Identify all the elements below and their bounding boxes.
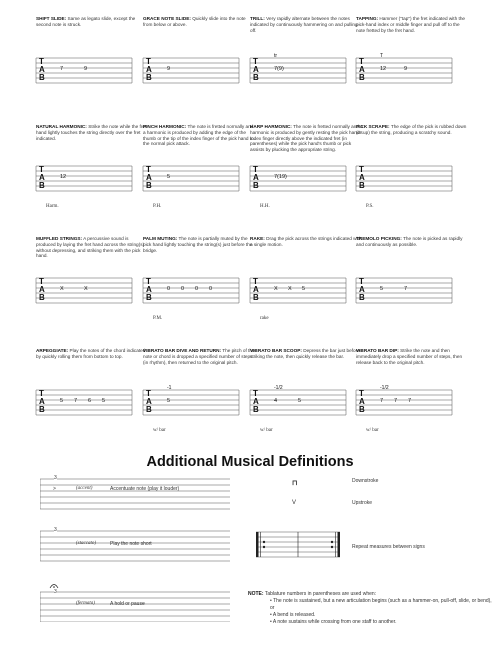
tab-clef-letter: T	[253, 277, 258, 286]
tab-clef-letter: A	[39, 65, 45, 74]
tab-clef-letter: T	[253, 389, 258, 398]
tab-staff	[143, 272, 256, 312]
note-intro: Tablature numbers in parentheses are used when:	[264, 591, 377, 597]
tab-staff	[143, 384, 256, 424]
technique-title: TREMOLO PICKING:	[356, 236, 402, 241]
technique-abbrev: w/ bar	[260, 428, 273, 433]
tab-staff	[250, 52, 363, 92]
technique-cell	[36, 16, 149, 82]
technique-abbrev: Harm.	[46, 204, 59, 209]
note-item: • A note sustains while crossing from one staff to another.	[270, 619, 493, 626]
fret-number: 7	[404, 286, 408, 292]
technique-description	[143, 124, 256, 157]
technique-cell	[356, 236, 469, 302]
tab-clef-letter: A	[39, 285, 45, 294]
accent-staff	[40, 475, 245, 515]
fret-number: 5	[60, 398, 64, 404]
technique-title: VIBRATO BAR SCOOP:	[250, 348, 302, 353]
technique-marker: -1	[167, 385, 172, 391]
tab-clef-letter: T	[39, 165, 44, 174]
fret-number: X	[274, 286, 278, 292]
fret-number: 0	[167, 286, 171, 292]
note-list	[248, 598, 493, 626]
technique-marker: tr	[274, 53, 278, 59]
technique-title: PALM MUTING:	[143, 236, 178, 241]
tab-clef-letter: B	[39, 405, 45, 414]
tab-clef-letter: B	[146, 181, 152, 190]
tab-clef-letter: A	[253, 65, 259, 74]
fret-number: 7(9)	[274, 66, 284, 72]
technique-description	[356, 124, 469, 157]
tab-clef-letter: B	[39, 293, 45, 302]
tab-clef-letter: T	[39, 57, 44, 66]
tab-staff	[36, 384, 149, 424]
note-item: • The note is sustained, but a new articulation begins (such as a hammer-on, pull-off, slide, or bend), or	[270, 598, 493, 612]
tab-staff	[250, 160, 363, 200]
tab-staff	[36, 272, 149, 312]
tab-clef-letter: A	[146, 285, 152, 294]
accent-fret: 3	[54, 475, 57, 481]
technique-description	[36, 236, 149, 269]
technique-cell	[250, 16, 363, 82]
tab-staff	[250, 272, 363, 312]
technique-text: A percussive sound is produced by laying the fret hand across the string(s) without depressing, and striking them with the pick hand.	[36, 236, 145, 259]
upstroke-label: Upstroke	[352, 500, 373, 506]
tab-clef-letter: B	[146, 293, 152, 302]
technique-text: The pitch of the note or chord is dropped a specified number of steps (in rhythm), then returned to the original pitch.	[143, 348, 255, 365]
technique-text: The note is fretted normally and a harmonic is produced by gently resting the pick hand's index finger directly above the indicated fret (in parentheses) while the pick hand's thumb or pick assists by plucking the appropriate string.	[250, 124, 363, 153]
fret-number: 12	[60, 174, 67, 180]
tab-staff	[356, 272, 469, 312]
technique-text: Depress the bar just before striking the note, then quickly release the bar.	[250, 348, 360, 359]
technique-text: Very rapidly alternate between the notes indicated by continuously hammering on and pulling off.	[250, 16, 358, 33]
technique-title: HARP HARMONIC:	[250, 124, 292, 129]
technique-cell	[250, 236, 363, 321]
fret-number: 7	[74, 398, 78, 404]
fret-number: 9	[84, 66, 88, 72]
technique-title: SHIFT SLIDE:	[36, 16, 67, 21]
tab-clef-letter: B	[253, 73, 259, 82]
tab-clef-letter: B	[253, 181, 259, 190]
technique-description	[143, 348, 256, 381]
fermata-name: (fermata)	[76, 601, 95, 606]
fret-number: 7	[380, 398, 384, 404]
fermata-text: A hold or pause	[110, 601, 145, 607]
tab-clef-letter: A	[253, 397, 259, 406]
technique-description	[36, 348, 149, 381]
tab-staff	[356, 52, 469, 92]
technique-title: VIBRATO BAR DIVE AND RETURN:	[143, 348, 222, 353]
accent-mark: >	[53, 486, 56, 492]
technique-description	[356, 348, 469, 381]
technique-abbrev: rake	[260, 316, 269, 321]
technique-text: The note is picked as rapidly and continuously as possible.	[356, 236, 463, 247]
technique-marker: -1/2	[274, 385, 283, 391]
technique-title: GRACE NOTE SLIDE:	[143, 16, 191, 21]
technique-description	[36, 16, 149, 49]
tab-clef-letter: T	[253, 57, 258, 66]
technique-description	[143, 16, 256, 49]
fret-number: 0	[181, 286, 185, 292]
accent-text: Accentuate note (play it louder)	[110, 486, 180, 492]
note-label: NOTE:	[248, 591, 264, 597]
repeat-staff	[256, 530, 342, 562]
tab-clef-letter: B	[359, 73, 365, 82]
tab-staff	[356, 160, 469, 200]
technique-description	[250, 16, 363, 49]
tab-clef-letter: B	[39, 181, 45, 190]
technique-cell	[356, 16, 469, 82]
fret-number: 5	[302, 286, 306, 292]
downstroke-symbol: ⊓	[292, 480, 298, 487]
technique-description	[143, 236, 256, 269]
tab-clef-letter: T	[146, 57, 151, 66]
tab-staff	[250, 384, 363, 424]
tab-clef-letter: T	[146, 389, 151, 398]
tab-clef-letter: T	[146, 277, 151, 286]
technique-cell	[36, 124, 149, 209]
tab-clef-letter: T	[359, 57, 364, 66]
tab-clef-letter: T	[146, 165, 151, 174]
technique-cell	[36, 348, 149, 414]
technique-text: Hammer ("tap") the fret indicated with the pick-hand index or middle finger and pull off to the note fretted by the fret hand.	[356, 16, 466, 33]
fret-number: 4	[274, 398, 278, 404]
technique-cell	[143, 124, 256, 209]
technique-text: The note is partially muted by the pick hand lightly touching the string(s) just before the bridge.	[143, 236, 253, 253]
tab-clef-letter: T	[39, 389, 44, 398]
fret-number: 9	[404, 66, 408, 72]
fret-number: 5	[102, 398, 106, 404]
tab-clef-letter: A	[253, 285, 259, 294]
tab-staff	[143, 160, 256, 200]
fret-number: 9	[167, 66, 171, 72]
technique-description	[356, 236, 469, 269]
accent-name: (accent)	[76, 486, 93, 491]
technique-abbrev: P.S.	[366, 204, 374, 209]
fret-number: 12	[380, 66, 387, 72]
tab-clef-letter: A	[39, 397, 45, 406]
tab-clef-letter: B	[359, 181, 365, 190]
tab-clef-letter: T	[39, 277, 44, 286]
technique-cell	[36, 236, 149, 302]
tab-clef-letter: A	[146, 397, 152, 406]
tab-clef-letter: T	[253, 165, 258, 174]
fret-number: 7	[408, 398, 412, 404]
technique-title: TRILL:	[250, 16, 265, 21]
staccato-name: (staccato)	[76, 541, 96, 546]
technique-abbrev: w/ bar	[366, 428, 379, 433]
downstroke-label: Downstroke	[352, 478, 379, 484]
technique-text: Play the notes of the chord indicated by quickly rolling them from bottom to top.	[36, 348, 146, 359]
tab-clef-letter: B	[253, 405, 259, 414]
technique-text: Same as legato slide, except the second note is struck.	[36, 16, 136, 27]
fret-number: 5	[298, 398, 302, 404]
technique-title: PICK SCRAPE:	[356, 124, 390, 129]
note-item: • A bend is released.	[270, 612, 493, 619]
fret-number: 7(19)	[274, 174, 287, 180]
tab-clef-letter: B	[359, 293, 365, 302]
tab-clef-letter: A	[359, 65, 365, 74]
fret-number: 7	[394, 398, 398, 404]
technique-cell	[250, 124, 363, 209]
staccato-fret: 3	[54, 527, 57, 533]
tablature-note	[248, 591, 493, 626]
section-title: Additional Musical Definitions	[146, 454, 354, 470]
technique-cell	[356, 124, 469, 209]
fret-number: 5	[167, 398, 171, 404]
tab-clef-letter: T	[359, 277, 364, 286]
tab-clef-letter: A	[359, 397, 365, 406]
fret-number: 5	[167, 174, 171, 180]
fermata-fret: 3	[54, 589, 57, 595]
technique-text: Strike the note and then immediately drop a specified number of steps, then release back to the original pitch.	[356, 348, 463, 365]
technique-description	[250, 348, 363, 381]
technique-description	[250, 124, 363, 157]
fret-number: 5	[380, 286, 384, 292]
staccato-text: Play the note short	[110, 541, 152, 547]
fret-number: X	[288, 286, 292, 292]
technique-text: The edge of the pick is rubbed down (or up) the string, producing a scratchy sound.	[356, 124, 467, 135]
technique-description	[250, 236, 363, 269]
technique-marker: T	[380, 53, 384, 59]
fret-number: 0	[195, 286, 199, 292]
technique-cell	[143, 236, 256, 321]
technique-description	[356, 16, 469, 49]
tab-clef-letter: B	[39, 73, 45, 82]
tab-clef-letter: A	[359, 285, 365, 294]
upstroke-symbol: V	[292, 500, 297, 506]
technique-title: ARPEGGIATE:	[36, 348, 69, 353]
tab-clef-letter: B	[253, 293, 259, 302]
tab-clef-letter: A	[39, 173, 45, 182]
tab-clef-letter: A	[146, 173, 152, 182]
tab-staff	[36, 160, 149, 200]
repeat-label: Repeat measures between signs	[352, 544, 425, 550]
technique-cell	[250, 348, 363, 433]
fret-number: X	[60, 286, 64, 292]
technique-text: Quickly slide into the note from below or above.	[143, 16, 246, 27]
technique-title: TAPPING:	[356, 16, 379, 21]
tab-staff	[143, 52, 256, 92]
technique-abbrev: H.H.	[260, 204, 270, 209]
technique-cell	[356, 348, 469, 433]
technique-abbrev: w/ bar	[153, 428, 166, 433]
tab-clef-letter: T	[359, 389, 364, 398]
tab-clef-letter: A	[253, 173, 259, 182]
tab-clef-letter: A	[146, 65, 152, 74]
technique-title: VIBRATO BAR DIP:	[356, 348, 399, 353]
staccato-staff	[40, 527, 245, 567]
technique-marker: -1/2	[380, 385, 389, 391]
technique-abbrev: P.H.	[153, 204, 162, 209]
fret-number: 7	[60, 66, 64, 72]
tab-staff	[36, 52, 149, 92]
technique-description	[36, 124, 149, 157]
technique-cell	[143, 348, 256, 433]
fret-number: X	[84, 286, 88, 292]
technique-text: Strike the note while the fret-hand lightly touches the string directly over the fret indicated.	[36, 124, 148, 141]
technique-title: PINCH HARMONIC:	[143, 124, 187, 129]
technique-title: NATURAL HARMONIC:	[36, 124, 87, 129]
tab-clef-letter: B	[146, 405, 152, 414]
tab-clef-letter: T	[359, 165, 364, 174]
technique-abbrev: P.M.	[153, 316, 163, 321]
tab-clef-letter: A	[359, 173, 365, 182]
tab-clef-letter: B	[359, 405, 365, 414]
technique-text: Drag the pick across the strings indicated with a single motion.	[250, 236, 362, 247]
fret-number: 6	[88, 398, 92, 404]
tab-clef-letter: B	[146, 73, 152, 82]
technique-text: The note is fretted normally and a harmonic is produced by adding the edge of the thumb or the tip of the index finger of the pick hand to the normal pick attack.	[143, 124, 254, 147]
technique-title: RAKE:	[250, 236, 265, 241]
tab-staff	[356, 384, 469, 424]
technique-title: MUFFLED STRINGS:	[36, 236, 83, 241]
fret-number: 0	[209, 286, 213, 292]
technique-cell	[143, 16, 256, 82]
